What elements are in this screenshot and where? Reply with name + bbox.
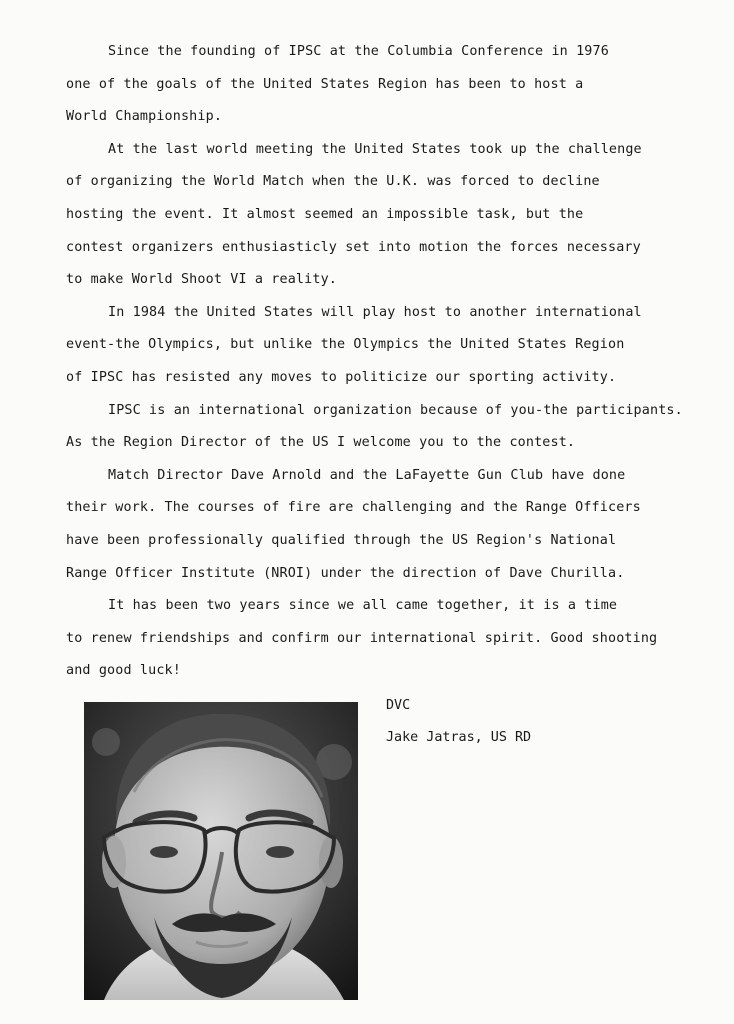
letter-line: Since the founding of IPSC at the Columbia Conference in 1976 [108, 44, 609, 59]
signature-initials: DVC [386, 698, 411, 713]
portrait-photo-icon [84, 702, 358, 1000]
letter-line: hosting the event. It almost seemed an impossible task, but the [66, 206, 584, 222]
letter-line: At the last world meeting the United States took up the challenge [108, 141, 642, 157]
letter-line: and good luck! [66, 663, 181, 679]
letter-line: Range Officer Institute (NROI) under the direction of Dave Churilla. [66, 565, 625, 581]
letter-line: World Championship. [66, 109, 223, 125]
letter-body [66, 36, 734, 688]
signature-block [386, 690, 531, 754]
letter-line: to renew friendships and confirm our international spirit. Good shooting [66, 630, 658, 646]
letter-line: contest organizers enthusiasticly set into motion the forces necessary [66, 239, 641, 255]
letter-line: of IPSC has resisted any moves to politicize our sporting activity. [66, 369, 617, 385]
letter-line: to make World Shoot VI a reality. [66, 272, 337, 288]
letter-line: It has been two years since we all came together, it is a time [108, 598, 618, 614]
letter-line: In 1984 the United States will play host to another international [108, 304, 642, 320]
letter-line: IPSC is an international organization because of you-the participants. [108, 402, 683, 418]
letter-line: Match Director Dave Arnold and the LaFayette Gun Club have done [108, 467, 626, 483]
letter-line: event-the Olympics, but unlike the Olympics the United States Region [66, 337, 625, 353]
signature-name: Jake Jatras, US RD [386, 730, 532, 745]
letter-line: one of the goals of the United States Region has been to host a [66, 76, 584, 92]
letter-line: their work. The courses of fire are challenging and the Range Officers [66, 500, 641, 516]
letter-line: of organizing the World Match when the U.K. was forced to decline [66, 174, 600, 190]
portrait-photo [84, 702, 358, 1000]
letter-line: have been professionally qualified through the US Region's National [66, 532, 617, 548]
letter-line: As the Region Director of the US I welcome you to the contest. [66, 435, 576, 451]
